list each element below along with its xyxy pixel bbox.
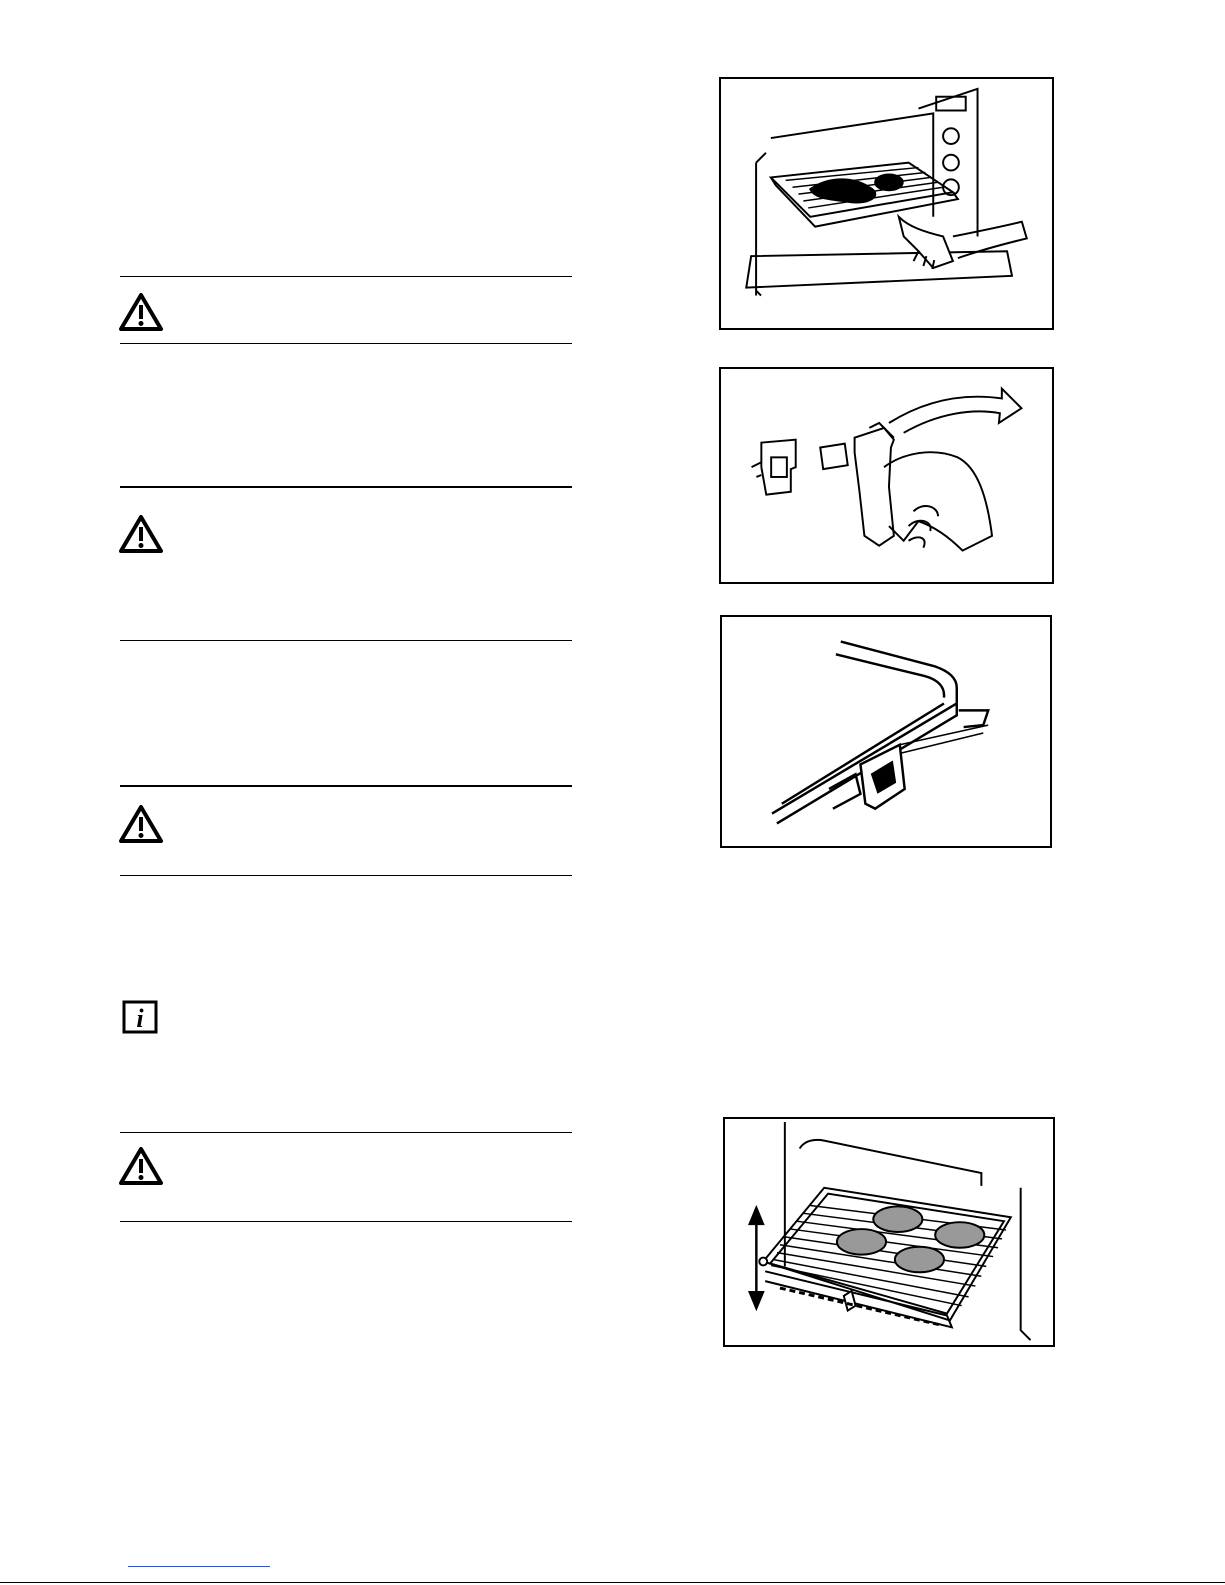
figure-grill-pan-in-oven (719, 77, 1054, 330)
warning-triangle-icon (118, 1146, 164, 1186)
section-divider (120, 875, 572, 876)
warning-triangle-icon (118, 514, 164, 554)
section-divider (120, 785, 572, 787)
section-divider (120, 343, 572, 344)
section-divider (120, 486, 572, 488)
warning-triangle-icon (118, 804, 164, 844)
info-icon (122, 1000, 158, 1034)
section-divider (120, 276, 572, 277)
svg-text:i: i (136, 1004, 144, 1033)
section-divider (120, 1132, 572, 1133)
figure-grill-pan-with-burgers (723, 1117, 1055, 1347)
section-divider (120, 640, 572, 641)
warning-triangle-icon (118, 292, 164, 332)
footer-link-underline (128, 1566, 270, 1567)
figure-pan-corner-clip (720, 615, 1052, 848)
footer-rule (0, 1582, 1225, 1583)
section-divider (120, 1221, 572, 1222)
figure-handle-removal (719, 367, 1054, 584)
